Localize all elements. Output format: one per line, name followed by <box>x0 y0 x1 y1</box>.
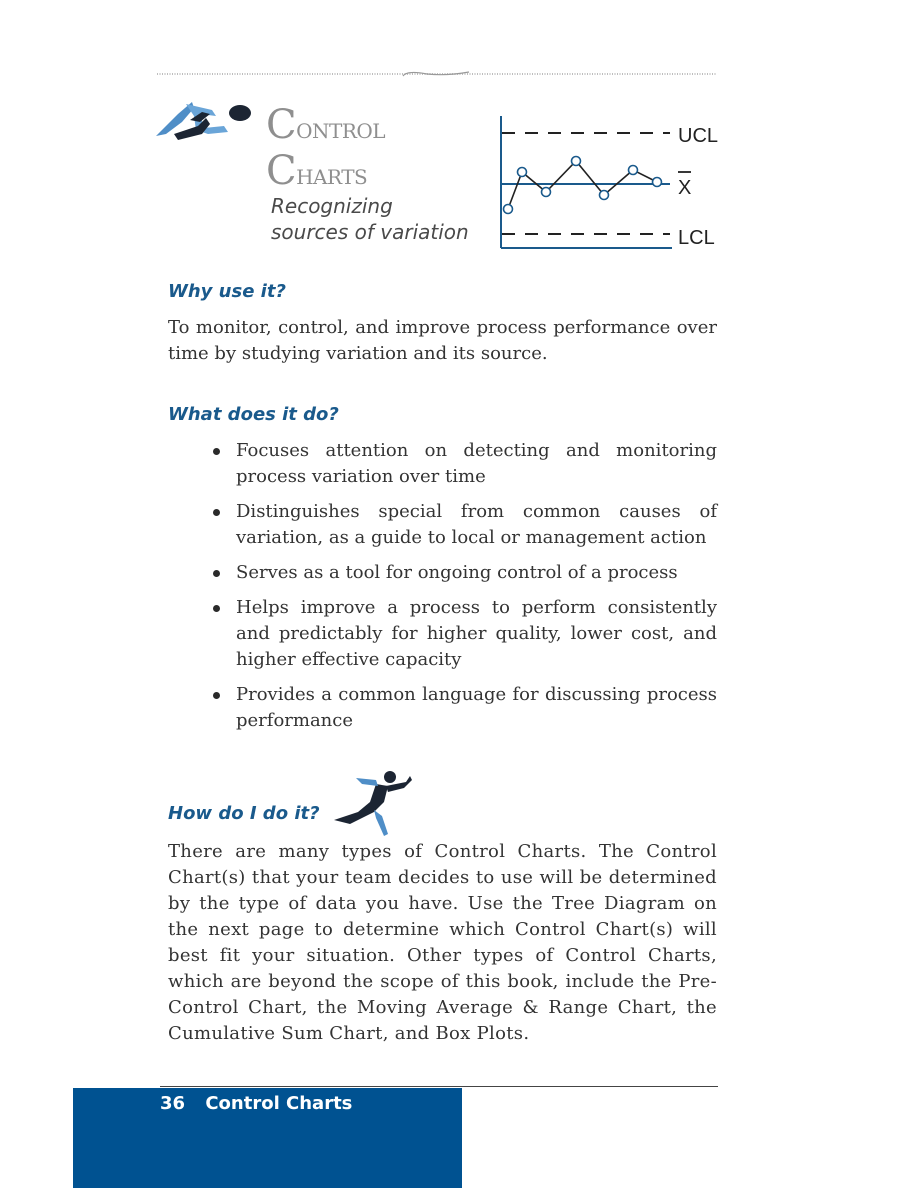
ucl-label: UCL <box>678 125 719 147</box>
title-line-1: Control <box>266 102 386 148</box>
data-point <box>542 188 551 197</box>
footer-section-title: Control Charts <box>205 1093 353 1114</box>
why-heading: Why use it? <box>168 281 286 302</box>
data-point <box>572 157 581 166</box>
control-chart-illustration <box>498 116 728 254</box>
footer <box>160 1093 352 1114</box>
top-decorative-rule <box>157 71 717 77</box>
data-point <box>600 191 609 200</box>
page-subtitle <box>271 193 491 245</box>
runner-logo-icon <box>154 100 254 146</box>
bullet-item: Distinguishes special from common causes of variation, as a guide to local or management action <box>208 499 717 551</box>
what-heading: What does it do? <box>168 404 339 425</box>
runner-icon <box>330 768 414 838</box>
bullet-item: Helps improve a process to perform consistently and predictably for higher quality, lower cost, and higher effective capacity <box>208 595 717 673</box>
footer-rule <box>160 1086 718 1087</box>
what-bullet-list <box>208 438 717 743</box>
subtitle-line-2: sources of variation <box>271 220 469 244</box>
data-point <box>629 166 638 175</box>
data-point <box>504 205 513 214</box>
subtitle-line-1: Recognizing <box>271 194 393 218</box>
page-title <box>266 104 385 196</box>
bullet-item: Focuses attention on detecting and monitoring process variation over time <box>208 438 717 490</box>
page-number: 36 <box>160 1093 186 1114</box>
bullet-item: Provides a common language for discussing process performance <box>208 682 717 734</box>
center-label: X <box>678 177 692 199</box>
title-line-2: Charts <box>266 148 368 194</box>
why-text: To monitor, control, and improve process performance over time by studying variation and its source. <box>168 317 717 364</box>
how-text: There are many types of Control Charts. The Control Chart(s) that your team decides to use will be determined by the type of data you have. Use the Tree Diagram on the next page to determine which Control Chart(s) will best fit your situation. Other types of Control Charts, which are beyond the scope of this book, include the Pre-Control Chart, the Moving Average & Range Chart, the Cumulative Sum Chart, and Box Plots. <box>168 841 717 1044</box>
lcl-label: LCL <box>678 227 715 249</box>
data-point <box>518 168 527 177</box>
data-point <box>653 178 662 187</box>
bullet-item: Serves as a tool for ongoing control of a process <box>208 560 717 586</box>
how-heading: How do I do it? <box>168 803 320 824</box>
